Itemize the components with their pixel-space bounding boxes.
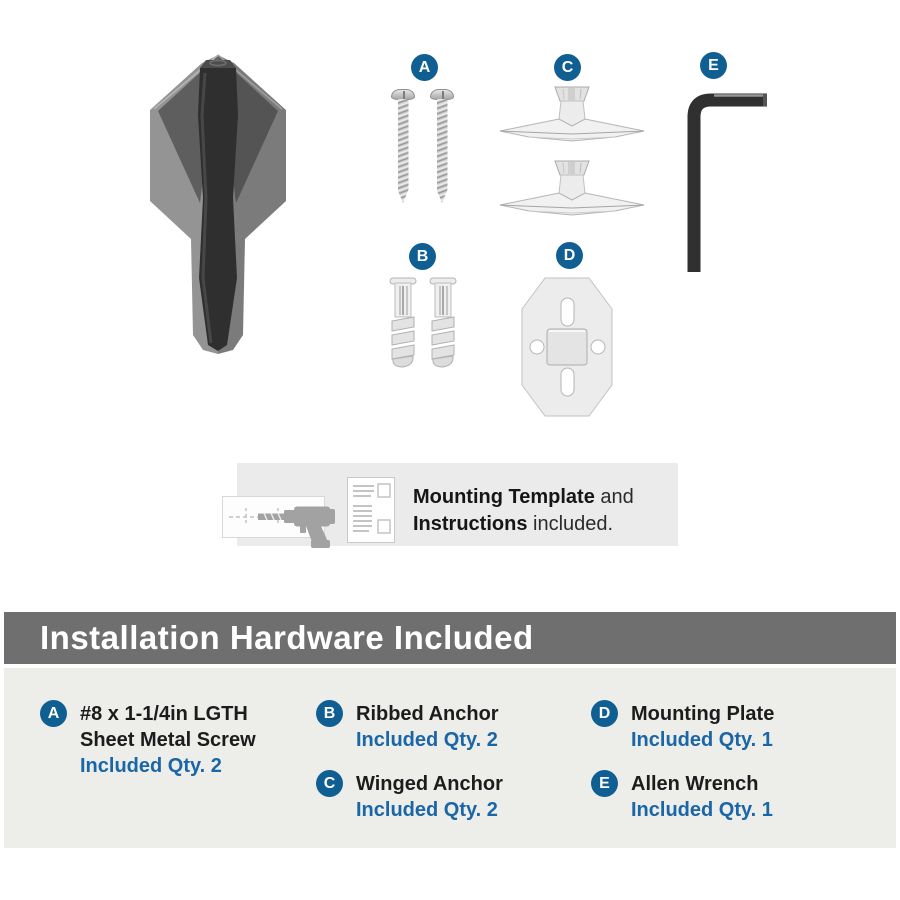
- banner-line2-rest: included.: [527, 513, 614, 535]
- legend-item-b: [316, 700, 499, 753]
- banner-line1-bold: Mounting Template: [413, 486, 595, 508]
- screw-icon: [430, 89, 454, 203]
- item-qty: Included Qty. 1: [631, 729, 773, 751]
- ribbed-anchor-icon: [388, 277, 418, 369]
- item-name-line: Sheet Metal Screw: [80, 729, 256, 751]
- legend-item-d-text: [631, 700, 774, 753]
- legend-item-e-text: [631, 770, 773, 823]
- item-qty: Included Qty. 2: [356, 729, 498, 751]
- screws-icon: [391, 89, 454, 203]
- badge-d-top: [556, 242, 583, 269]
- item-qty: Included Qty. 2: [80, 755, 222, 777]
- badge-d-letter: D: [563, 246, 576, 264]
- section-title: Installation Hardware Included: [40, 619, 534, 656]
- legend-item-a: [40, 700, 256, 779]
- badge-c-letter: C: [561, 58, 574, 76]
- badge-d-legend: [591, 700, 618, 727]
- ribbed-anchors-icon: [388, 277, 458, 369]
- badge-c-legend-letter: C: [323, 774, 336, 792]
- item-name-line: Winged Anchor: [356, 773, 503, 795]
- hardware-legend-panel: [4, 668, 896, 848]
- item-name-line: Mounting Plate: [631, 703, 775, 725]
- allen-wrench-icon: [684, 86, 770, 276]
- badge-e-legend-letter: E: [599, 774, 610, 792]
- badge-b-legend: [316, 700, 343, 727]
- badge-c-legend: [316, 770, 343, 797]
- winged-anchor-icon: [497, 85, 647, 157]
- badge-a-top: [411, 54, 438, 81]
- badge-b-letter: B: [416, 247, 429, 265]
- instructions-document-icon: [347, 477, 395, 543]
- banner-line-2: [413, 511, 634, 538]
- item-name-line: #8 x 1-1/4in LGTH: [80, 703, 248, 725]
- drill-template-icon: [222, 483, 348, 549]
- legend-item-b-text: [356, 700, 499, 753]
- badge-e-letter: E: [708, 56, 719, 74]
- banner-text: [413, 484, 634, 538]
- winged-anchors-icon: [497, 85, 647, 231]
- badge-a-letter: A: [418, 58, 431, 76]
- winged-anchor-icon: [497, 159, 647, 231]
- badge-b-top: [409, 243, 436, 270]
- banner-line1-rest: and: [594, 486, 634, 508]
- mounting-plate-icon: [521, 277, 613, 417]
- item-name-line: Ribbed Anchor: [356, 703, 499, 725]
- badge-a-legend: [40, 700, 67, 727]
- legend-item-c-text: [356, 770, 503, 823]
- section-header-bar: [4, 612, 896, 664]
- legend-item-e: [591, 770, 773, 823]
- banner-line-1: [413, 484, 634, 511]
- item-qty: Included Qty. 1: [631, 799, 773, 821]
- ribbed-anchor-icon: [428, 277, 458, 369]
- legend-item-c: [316, 770, 503, 823]
- badge-d-legend-letter: D: [598, 704, 611, 722]
- knob-product-image: [148, 53, 288, 355]
- banner-line2-bold: Instructions: [413, 513, 528, 535]
- badge-c-top: [554, 54, 581, 81]
- badge-e-top: [700, 52, 727, 79]
- template-banner: [237, 463, 678, 546]
- legend-item-d: [591, 700, 774, 753]
- item-qty: Included Qty. 2: [356, 799, 498, 821]
- legend-item-a-text: [80, 700, 256, 779]
- screw-icon: [391, 89, 415, 203]
- item-name-line: Allen Wrench: [631, 773, 759, 795]
- badge-e-legend: [591, 770, 618, 797]
- badge-b-legend-letter: B: [323, 704, 336, 722]
- badge-a-legend-letter: A: [47, 704, 60, 722]
